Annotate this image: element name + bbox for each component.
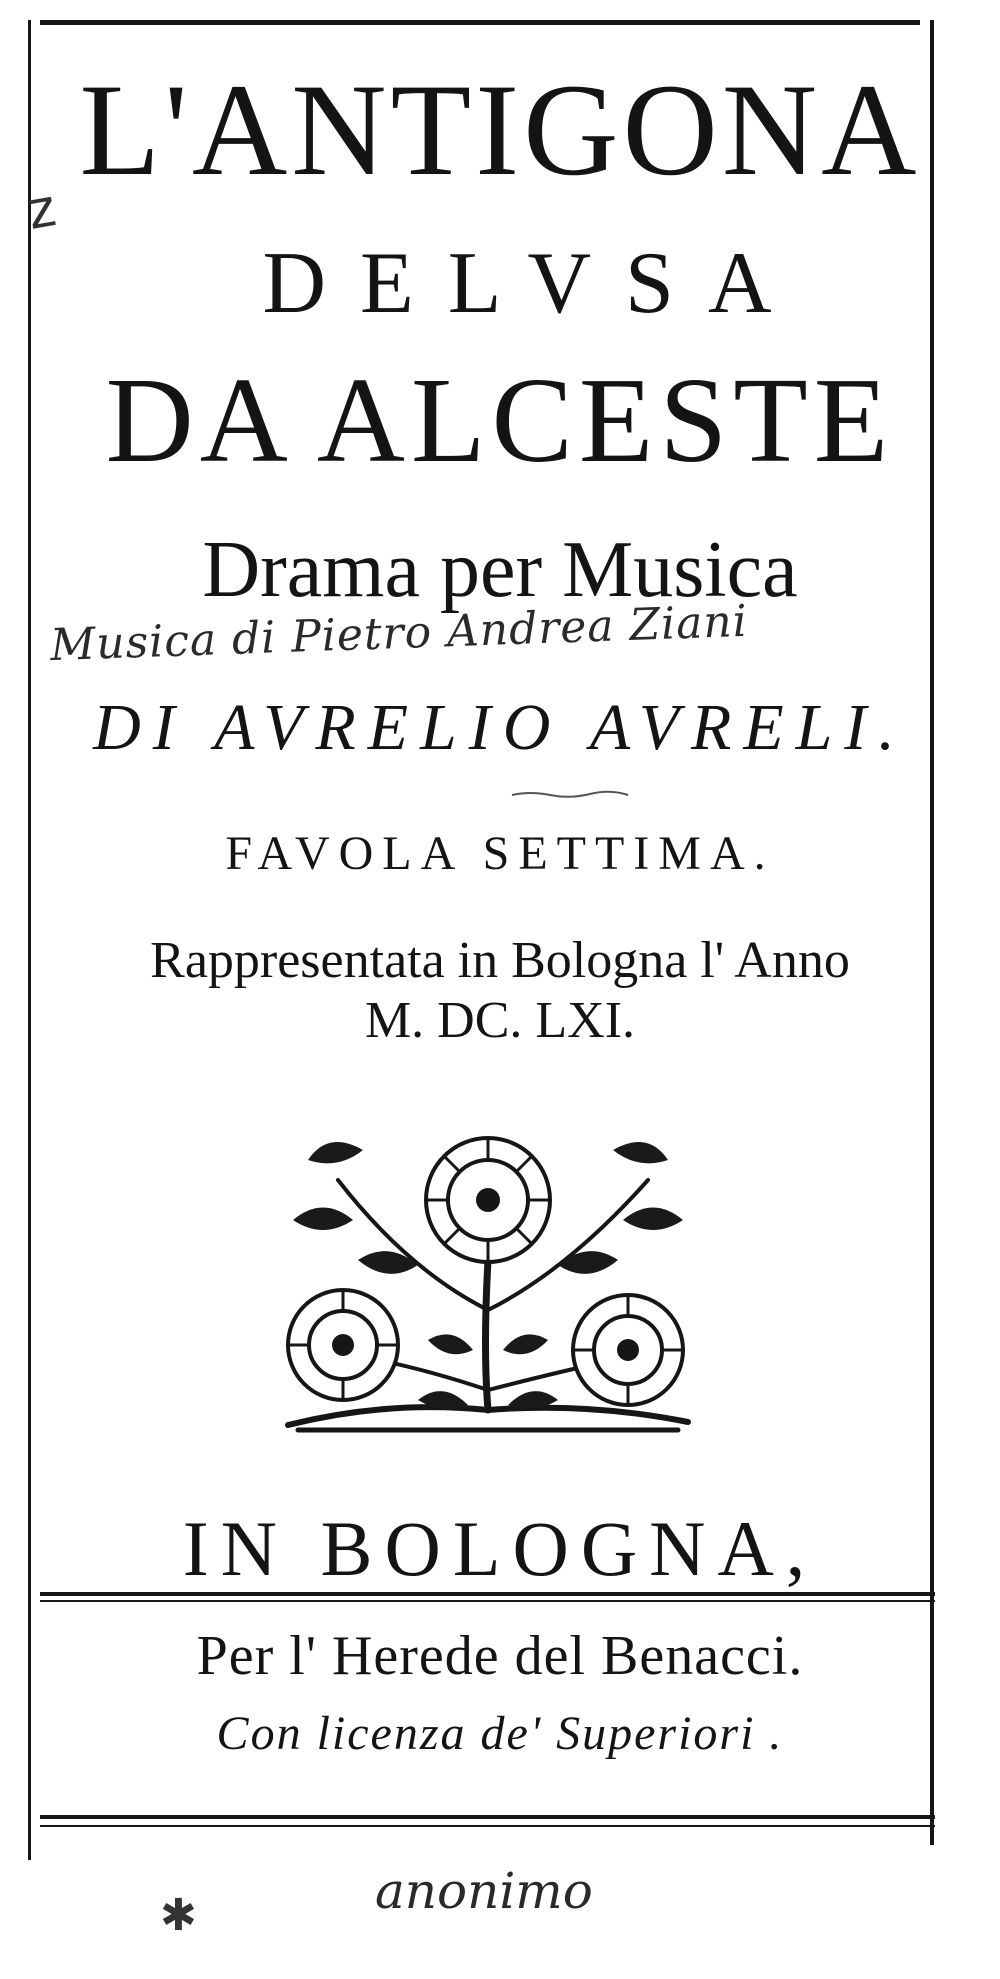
author-line: DI AVRELIO AVRELI. xyxy=(93,691,907,764)
genre-subtitle: Drama per Musica xyxy=(202,526,798,614)
ink-scribble xyxy=(510,790,630,798)
bottom-rule-thin xyxy=(40,1825,935,1827)
title-line-1: L'ANTIGONA xyxy=(79,56,921,203)
handwritten-footer-note: anonimo xyxy=(375,1862,593,1920)
imprint-licence: Con licenza de' Superiori . xyxy=(216,1707,784,1760)
flower-woodcut-icon xyxy=(268,1110,708,1440)
performance-year: M. DC. LXI. xyxy=(364,992,636,1049)
performance-line: Rappresentata in Bologna l' Anno xyxy=(150,932,850,989)
imprint-rule-top xyxy=(40,1592,935,1596)
top-rule xyxy=(40,20,920,25)
title-line-2: DELVSA xyxy=(262,235,806,332)
marginal-mark: z xyxy=(22,178,61,242)
title-line-3: DA ALCESTE xyxy=(105,353,895,488)
favola-line: FAVOLA SETTIMA. xyxy=(225,827,775,880)
imprint-rule-top-thin xyxy=(40,1600,935,1602)
imprint-place: IN BOLOGNA, xyxy=(182,1505,818,1592)
imprint-printer: Per l' Herede del Benacci. xyxy=(196,1625,804,1687)
library-stamp-mark: ✱ xyxy=(160,1890,197,1941)
bottom-rule xyxy=(40,1815,935,1819)
handwritten-composer-note: Musica di Pietro Andrea Ziani xyxy=(49,595,749,672)
